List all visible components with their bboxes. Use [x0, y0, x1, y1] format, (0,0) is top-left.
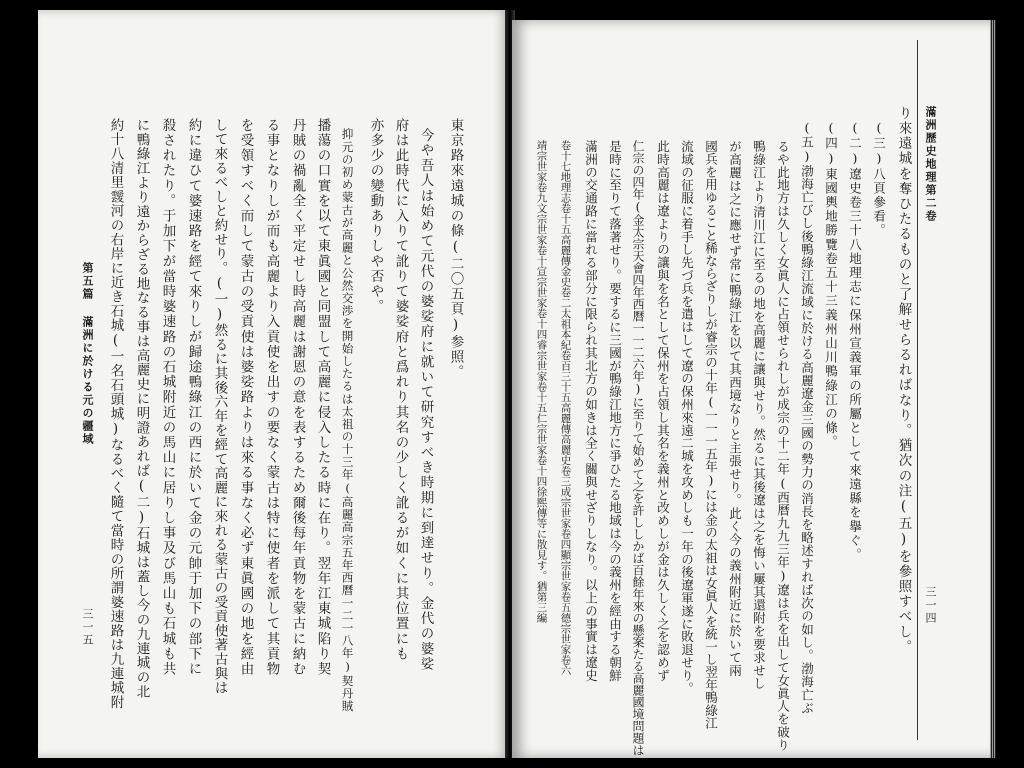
right-footnote-column: (三)八頁參看。 [871, 120, 887, 238]
left-text-column: 抑元の初め蒙古が高麗と公然交渉を開始したるは太祖の十三年(高麗高宗五年西曆一二一八年)契丹賊 [340, 128, 355, 713]
page-number: 三一五 [81, 608, 94, 647]
left-book-page [38, 10, 508, 758]
right-footnote-column: 卷十七地理志卷十五高麗傳金史卷二太祖本紀卷百三十五高麗傳高麗史卷三成宗世家卷四顯宗世家卷五德宗世家卷六 [559, 140, 572, 676]
right-footnote-column: (二)遼史卷三十八地理志に保州宣義軍の所屬として來遠縣を擧ぐ。 [847, 120, 863, 563]
left-text-column: 約に違ひて婆速路を經て來りしが歸途鴨綠江の西に於いて金の元帥于加下の部下に [185, 118, 202, 677]
right-footnote-column: 國兵を用ゆること稀ならざりしが睿宗の十年(一一一五年)には金の太祖は女眞人を統一し翌年鴨綠江 [703, 140, 719, 730]
running-header: 滿洲歷史地理第二卷 [924, 106, 937, 223]
right-footnote-column: 仁宗の四年(金太宗天會四年西曆一一二六年)に至りて始めて之を許ししかば百餘年來の懸案たる高麗國境問題は [631, 140, 645, 756]
left-text-column: に鴨綠江より遠からざる地なる事は高麗史に明證あれば(二)石城は蓋し今の九連城の北 [133, 118, 150, 699]
right-footnote-column: が高麗は之に應せず常に鴨綠江を以て其西境なりと主張せり。此く今の義州附近に於いて兩 [727, 140, 743, 678]
header-rule [917, 40, 918, 740]
left-text-column: 約十八清里靉河の右岸に近き石城(一名石頭城)なるべく隨て當時の所謂婆速路は九連城附 [107, 118, 124, 710]
left-text-column: 殺されたり。于加下が當時婆速路の石城附近の馬山に居りし事及び馬山も石城も共 [159, 118, 176, 677]
right-book-page [512, 20, 992, 758]
left-text-column: 東京路來遠城の條(二〇五頁)参照。 [447, 118, 464, 380]
page-number: 三一四 [924, 586, 937, 625]
left-text-column: 丹賊の禍亂全く平定せし時高麗は謝恩の意を表するため爾後每年貢物を蒙古に納む [289, 118, 306, 677]
right-footnote-column: 靖宗世家卷九文宗世家卷十宣宗世家卷十四睿宗世家卷十五仁宗世家卷十四徐熙傳等に散見す。猶第三編 [535, 140, 548, 623]
right-footnote-column: 此時高麗は遼よりの讓與を名として保州を占領し其名を義州と改めしが金は久しく之を認めず [655, 140, 671, 682]
left-text-column: 府は此時代に入りて訛りて婆娑府と爲れり其名の少しく訛るが如くに其位置にも [392, 118, 409, 662]
left-text-column: を受領すべく而して蒙古の受貢使は婆娑路よりは來る事なく必ず東眞國の地を經由 [237, 118, 254, 677]
left-text-column: 亦多少の變動ありしや否や。 [367, 118, 384, 315]
left-text-column: る事となりしが而も高麗より入貢使を出すの要なく蒙古は特に使者を派して其貢物 [263, 118, 280, 677]
left-text-column: 播蕩の口實を以て東眞國と同盟して高麗に侵入したる時に在り。翌年江東城陷り契 [314, 118, 331, 677]
left-text-column: 今や吾人は始めて元代の婆娑府に就いて研究すべき時期に到達せり。金代の婆娑 [417, 128, 434, 672]
right-text-column: り來遠城を奪ひたるものと了解せらるればなり。猶次の注(五)を參照すべし。 [895, 106, 912, 655]
right-footnote-column: (五)渤海亡びし後鴨綠江流域に於ける高麗遼金三國の勢力の消長を略述すれば次の如し。渤海亡ぶ [799, 120, 815, 715]
left-text-column: して來るべしと約せり。(一)然るに其後六年を經て高麗に來れる蒙古の受貢使著古與は [211, 118, 228, 695]
right-footnote-column: 滿洲の交通路に當れる部分に限られ其北方の如きは全く關與せざりしなり。以上の事實は遼史 [583, 140, 599, 682]
right-footnote-column: (四)東國輿地勝覽卷五十三義州山川鴨綠江の條。 [823, 120, 839, 450]
page-stack-edge [990, 20, 996, 758]
right-footnote-column: 鴨綠江より清川江に至るの地を高麗に讓與せり。然るに其後遼は之を悔い屢其還附を要求せし [751, 140, 767, 691]
right-footnote-column: 流域の征服に着手し先づ兵を遣はして遼の保州來遠二城を攻めしも一年の後遼軍遂に敗退せり。 [679, 140, 695, 695]
right-footnote-column: 是時に至りて落著せり。要するに三國が鴨綠江地方に爭ひたる地域は今の義州を經由する朝鮮 [607, 140, 623, 682]
running-footer-header: 第五篇 滿洲に於ける元の疆域 [81, 262, 94, 446]
right-footnote-column: るや此地方は久しく女眞人に占領せられしが成宗の十二年(西曆九九三年)遼は兵を出して女眞人を破り [775, 140, 791, 752]
